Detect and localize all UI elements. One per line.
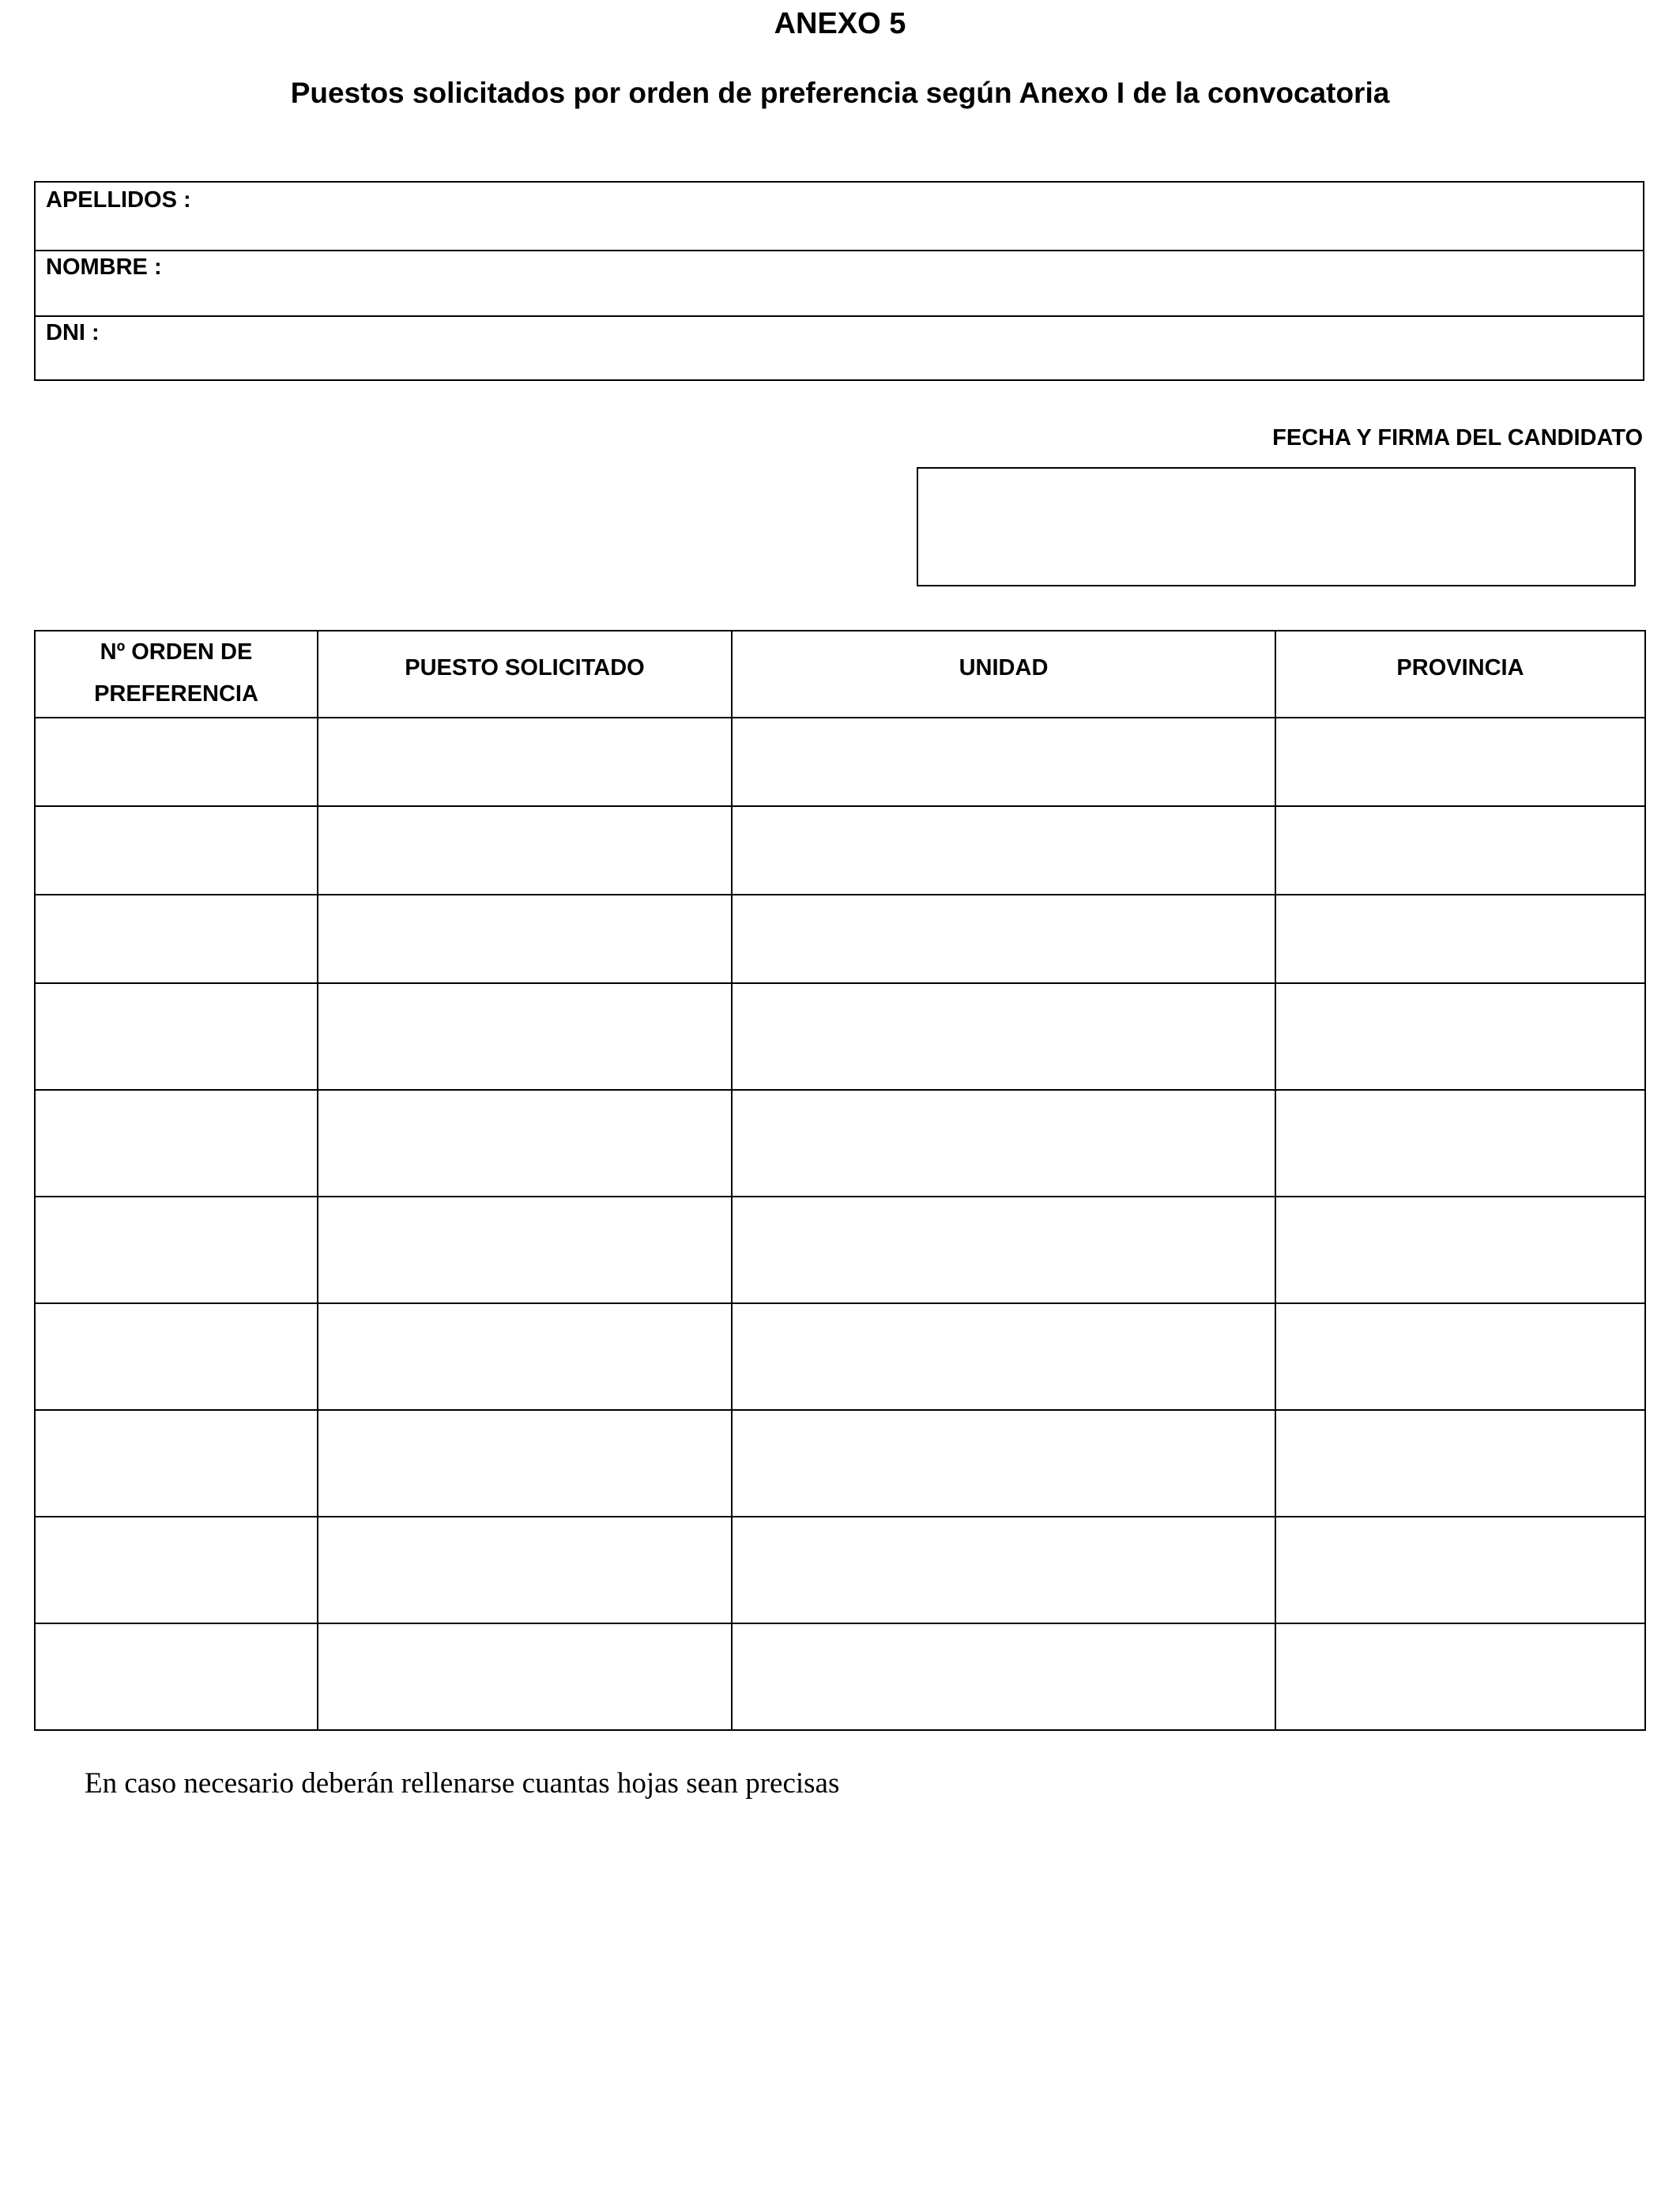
unit-cell[interactable] bbox=[732, 806, 1275, 895]
page-title: ANEXO 5 bbox=[774, 7, 906, 40]
position-cell[interactable] bbox=[318, 806, 732, 895]
column-header-order-line-1: Nº ORDEN DE bbox=[100, 639, 253, 665]
province-cell[interactable] bbox=[1275, 1517, 1645, 1623]
unit-cell[interactable] bbox=[732, 1517, 1275, 1623]
unit-cell[interactable] bbox=[732, 1303, 1275, 1410]
province-cell[interactable] bbox=[1275, 806, 1645, 895]
table-row bbox=[35, 1410, 1645, 1517]
unit-cell[interactable] bbox=[732, 718, 1275, 806]
position-cell[interactable] bbox=[318, 895, 732, 983]
unit-cell[interactable] bbox=[732, 1410, 1275, 1517]
column-header-unit: UNIDAD bbox=[732, 631, 1275, 718]
order-cell[interactable] bbox=[35, 1303, 318, 1410]
surname-field[interactable] bbox=[36, 183, 1643, 251]
position-cell[interactable] bbox=[318, 718, 732, 806]
table-row bbox=[35, 1090, 1645, 1197]
preferences-table bbox=[34, 630, 1646, 1731]
province-cell[interactable] bbox=[1275, 1090, 1645, 1197]
province-cell[interactable] bbox=[1275, 1623, 1645, 1730]
column-header-province: PROVINCIA bbox=[1275, 631, 1645, 718]
table-row bbox=[35, 806, 1645, 895]
column-header-position: PUESTO SOLICITADO bbox=[318, 631, 732, 718]
order-cell[interactable] bbox=[35, 1623, 318, 1730]
table-row bbox=[35, 1623, 1645, 1730]
order-cell[interactable] bbox=[35, 1090, 318, 1197]
position-cell[interactable] bbox=[318, 1623, 732, 1730]
order-cell[interactable] bbox=[35, 1410, 318, 1517]
unit-cell[interactable] bbox=[732, 1090, 1275, 1197]
signature-box[interactable] bbox=[917, 467, 1636, 586]
column-header-order-line-2: PREFERENCIA bbox=[94, 681, 258, 707]
position-cell[interactable] bbox=[318, 1090, 732, 1197]
order-cell[interactable] bbox=[35, 718, 318, 806]
position-cell[interactable] bbox=[318, 1517, 732, 1623]
unit-cell[interactable] bbox=[732, 895, 1275, 983]
name-field[interactable] bbox=[36, 251, 1643, 317]
order-cell[interactable] bbox=[35, 1197, 318, 1303]
column-header-order bbox=[35, 631, 318, 718]
table-row bbox=[35, 1517, 1645, 1623]
candidate-info-box bbox=[34, 181, 1644, 381]
table-header-row bbox=[35, 631, 1645, 718]
position-cell[interactable] bbox=[318, 983, 732, 1090]
order-cell[interactable] bbox=[35, 1517, 318, 1623]
position-cell[interactable] bbox=[318, 1303, 732, 1410]
province-cell[interactable] bbox=[1275, 1410, 1645, 1517]
unit-cell[interactable] bbox=[732, 983, 1275, 1090]
surname-label: APELLIDOS : bbox=[46, 187, 191, 213]
footer-note: En caso necesario deberán rellenarse cuantas hojas sean precisas bbox=[85, 1767, 840, 1800]
dni-label: DNI : bbox=[46, 320, 100, 345]
province-cell[interactable] bbox=[1275, 895, 1645, 983]
province-cell[interactable] bbox=[1275, 983, 1645, 1090]
province-cell[interactable] bbox=[1275, 1197, 1645, 1303]
table-row bbox=[35, 1303, 1645, 1410]
province-cell[interactable] bbox=[1275, 718, 1645, 806]
name-label: NOMBRE : bbox=[46, 254, 162, 280]
table-row bbox=[35, 983, 1645, 1090]
unit-cell[interactable] bbox=[732, 1623, 1275, 1730]
unit-cell[interactable] bbox=[732, 1197, 1275, 1303]
order-cell[interactable] bbox=[35, 806, 318, 895]
table-row bbox=[35, 1197, 1645, 1303]
signature-label: FECHA Y FIRMA DEL CANDIDATO bbox=[1272, 425, 1643, 450]
order-cell[interactable] bbox=[35, 895, 318, 983]
dni-field[interactable] bbox=[36, 317, 1643, 379]
page-subtitle: Puestos solicitados por orden de preferencia según Anexo I de la convocatoria bbox=[290, 77, 1390, 109]
position-cell[interactable] bbox=[318, 1410, 732, 1517]
position-cell[interactable] bbox=[318, 1197, 732, 1303]
table-row bbox=[35, 895, 1645, 983]
province-cell[interactable] bbox=[1275, 1303, 1645, 1410]
order-cell[interactable] bbox=[35, 983, 318, 1090]
table-row bbox=[35, 718, 1645, 806]
